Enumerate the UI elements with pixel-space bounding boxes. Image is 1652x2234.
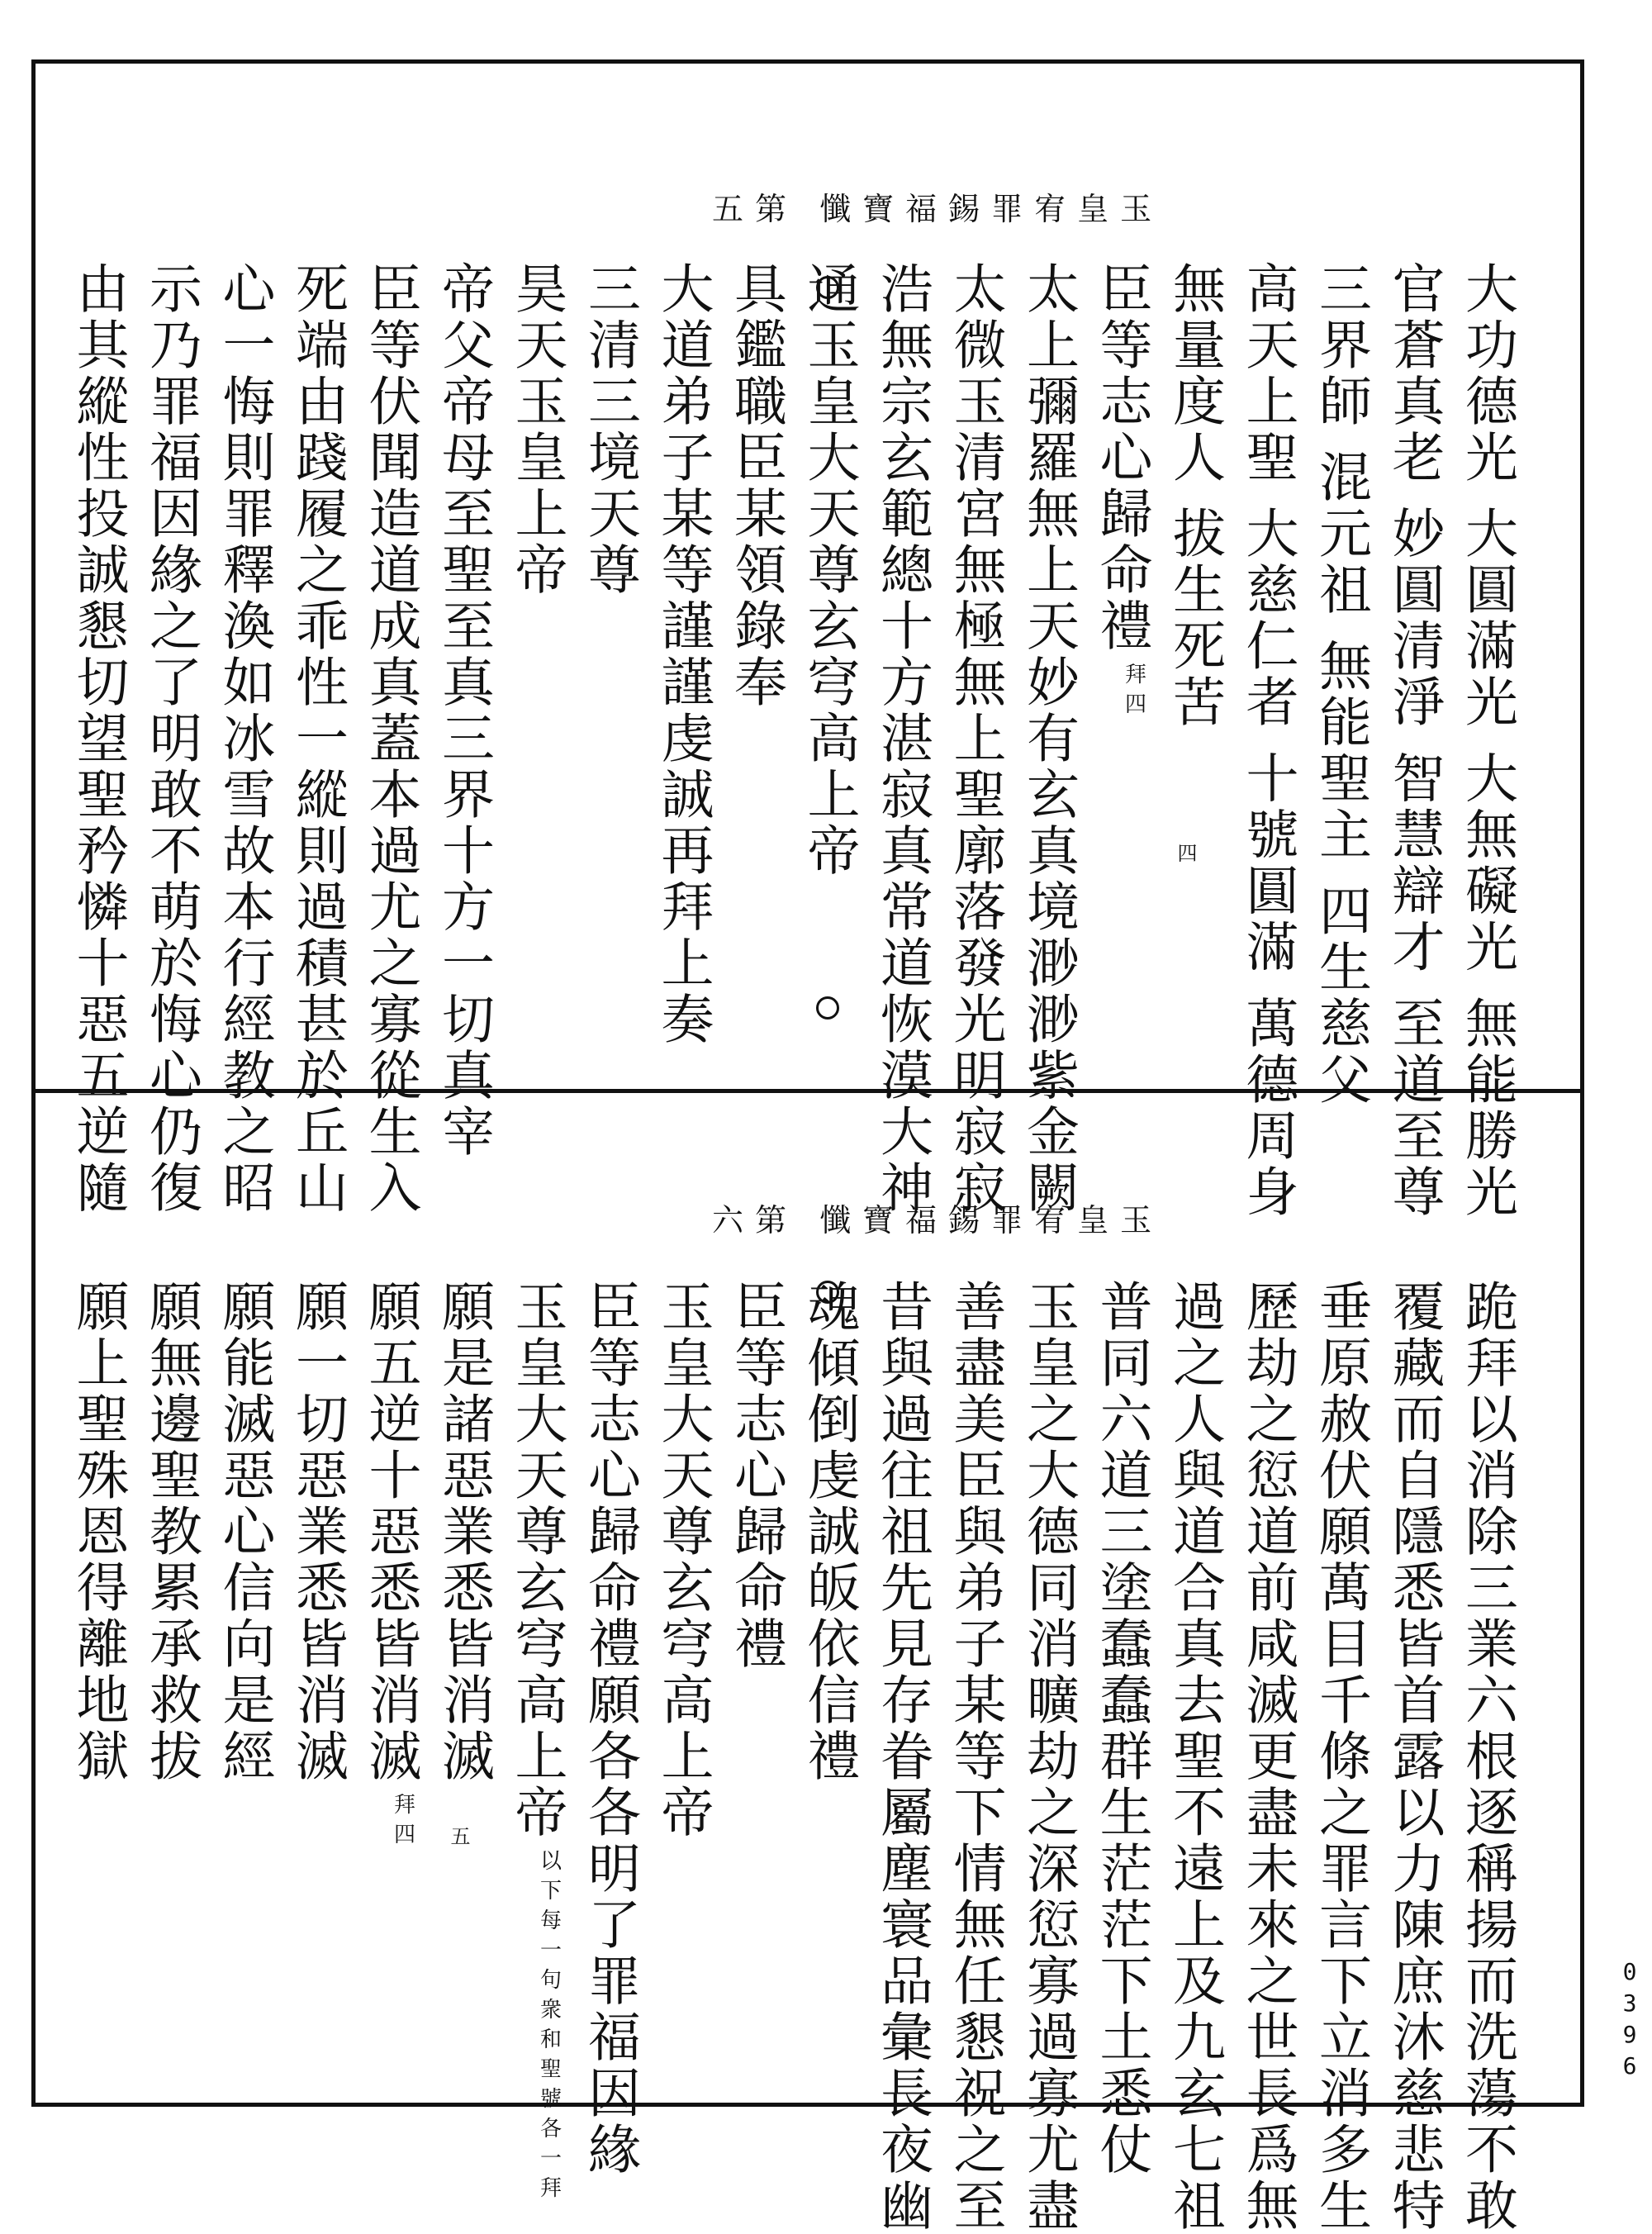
text-column <box>1090 261 1152 654</box>
text-column <box>213 261 275 1216</box>
text-column <box>359 1279 421 1785</box>
column-text: 高天上聖 大慈仁者 十號圓滿 萬德周身 <box>1237 261 1298 1221</box>
text-column <box>871 1279 933 2234</box>
text-column <box>1456 261 1517 1221</box>
page-number-digit: 3 <box>1622 1989 1637 2017</box>
column-text: 大道弟子某等謹謹虔誠再拜上奏 <box>652 261 714 1048</box>
text-column <box>506 261 567 598</box>
text-column <box>1018 261 1079 1216</box>
column-text: 過之人與道合真去聖不遠上及九玄七祖 <box>1164 1279 1225 2234</box>
punch-hole-mark <box>816 996 839 1020</box>
page-number <box>1619 1956 1640 2082</box>
column-text: 三清三境天尊 <box>579 261 640 598</box>
column-text: 願無邊聖教累承救拔 <box>140 1279 202 1785</box>
upper-folio-mark: 四 <box>1174 843 1197 863</box>
column-text: 浩無宗玄範總十方湛寂真常道恢漠大神 <box>871 261 933 1216</box>
text-column <box>944 261 1006 1216</box>
column-text: 臣等志心歸命禮 <box>1090 261 1152 654</box>
page-number-digit: 6 <box>1622 2052 1637 2080</box>
column-text: 通玉皇大天尊玄穹高上帝 <box>798 261 860 879</box>
column-text: 昊天玉皇上帝 <box>506 261 567 598</box>
column-note: 以下每一句衆和聖號各一拜 <box>536 1849 562 2206</box>
column-text: 跪拜以消除三業六根逐稱揚而洗蕩不敢 <box>1456 1279 1517 2234</box>
column-text: 願是諸惡業悉皆消滅 <box>433 1279 494 1785</box>
text-column <box>725 261 786 711</box>
lower-folio-mark: 五 <box>447 1826 470 1846</box>
text-column <box>506 1279 567 1841</box>
column-text: 三界師 混元祖 無能聖主 四生慈父 <box>1310 261 1371 1109</box>
column-text: 太微玉清宮無極無上聖廓落發光明寂寂 <box>944 261 1006 1216</box>
text-column <box>1237 1279 1298 2234</box>
text-column <box>1164 1279 1225 2234</box>
text-column <box>433 261 494 1160</box>
column-text: 玉皇大天尊玄穹高上帝 <box>652 1279 714 1841</box>
text-column <box>1383 261 1445 1221</box>
text-column <box>1090 1279 1152 2178</box>
text-column <box>871 261 933 1216</box>
upper-header: 玉皇宥罪錫福寶懺 第五 <box>712 191 1164 227</box>
text-column <box>433 1279 494 1785</box>
text-column <box>579 1279 640 2178</box>
text-column <box>67 261 129 1216</box>
column-text: 願一切惡業悉皆消滅 <box>287 1279 348 1785</box>
text-column <box>140 261 202 1216</box>
text-column <box>1456 1279 1517 2234</box>
text-column <box>798 261 860 879</box>
column-text: 死端由踐履之乖性一縱則過積甚於丘山 <box>287 261 348 1216</box>
column-text: 玉皇大天尊玄穹高上帝 <box>506 1279 567 1841</box>
column-text: 大功德光 大圓滿光 大無礙光 無能勝光 <box>1456 261 1517 1221</box>
column-text: 由其縱性投誠懇切望聖矜憐十惡五逆隨 <box>67 261 129 1216</box>
column-text: 臣等志心歸命禮 <box>725 1279 786 1672</box>
column-text: 覆藏而自隱悉皆首露以力陳庶沐慈悲特 <box>1383 1279 1445 2234</box>
column-text: 魂傾倒虔誠皈依信禮 <box>798 1279 860 1785</box>
column-text: 歷劫之愆道前咸滅更盡未來之世長爲無 <box>1237 1279 1298 2234</box>
column-note: 拜四 <box>390 1793 415 1852</box>
column-text: 願能滅惡心信向是經 <box>213 1279 275 1785</box>
column-text: 願五逆十惡悉皆消滅 <box>359 1279 421 1785</box>
text-column <box>652 261 714 1048</box>
text-column <box>359 261 421 1216</box>
column-text: 善盡美臣與弟子某等下情無任懇祝之至 <box>944 1279 1006 2234</box>
page-number-digit: 9 <box>1622 2021 1637 2048</box>
text-column <box>1018 1279 1079 2234</box>
column-text: 玉皇之大德同消曠劫之深愆寡過寡尤盡 <box>1018 1279 1079 2234</box>
text-column <box>798 1279 860 1785</box>
lower-header: 玉皇宥罪錫福寶懺 第六 <box>712 1202 1164 1238</box>
text-column <box>1310 261 1371 1109</box>
column-text: 具鑑職臣某領錄奉 <box>725 261 786 711</box>
text-column <box>652 1279 714 1841</box>
text-column <box>725 1279 786 1672</box>
column-text: 示乃罪福因緣之了明敢不萌於悔心仍復 <box>140 261 202 1216</box>
punch-hole-mark <box>816 1281 839 1304</box>
text-column <box>1310 1279 1371 2234</box>
text-column <box>579 261 640 598</box>
text-column <box>287 1279 348 1785</box>
column-text: 垂原赦伏願萬目千條之罪言下立消多生 <box>1310 1279 1371 2234</box>
column-text: 官蒼真老 妙圓清淨 智慧辯才 至道至尊 <box>1383 261 1445 1221</box>
text-column <box>944 1279 1006 2234</box>
page-number-digit: 0 <box>1622 1958 1637 1985</box>
column-text: 心一悔則罪釋渙如冰雪故本行經教之昭 <box>213 261 275 1216</box>
column-text: 無量度人 拔生死苦 <box>1164 261 1225 731</box>
text-column <box>287 261 348 1216</box>
column-note: 拜四 <box>1121 663 1146 722</box>
column-text: 太上彌羅無上天妙有玄真境渺渺紫金闕 <box>1018 261 1079 1216</box>
text-column <box>1237 261 1298 1221</box>
column-text: 昔與過往祖先見存眷屬塵寰品彙長夜幽 <box>871 1279 933 2234</box>
column-text: 臣等志心歸命禮願各各明了罪福因緣 <box>579 1279 640 2178</box>
column-text: 帝父帝母至聖至真三界十方一切真宰 <box>433 261 494 1160</box>
text-column <box>213 1279 275 1785</box>
text-column <box>1164 261 1225 731</box>
column-text: 普同六道三塗蠢蠢群生茫茫下土悉仗 <box>1090 1279 1152 2178</box>
text-column <box>1383 1279 1445 2234</box>
text-column <box>140 1279 202 1785</box>
punch-hole-mark <box>816 276 839 299</box>
column-text: 願上聖殊恩得離地獄 <box>67 1279 129 1785</box>
text-column <box>67 1279 129 1785</box>
column-text: 臣等伏聞造道成真蓋本過尤之寡從生入 <box>359 261 421 1216</box>
